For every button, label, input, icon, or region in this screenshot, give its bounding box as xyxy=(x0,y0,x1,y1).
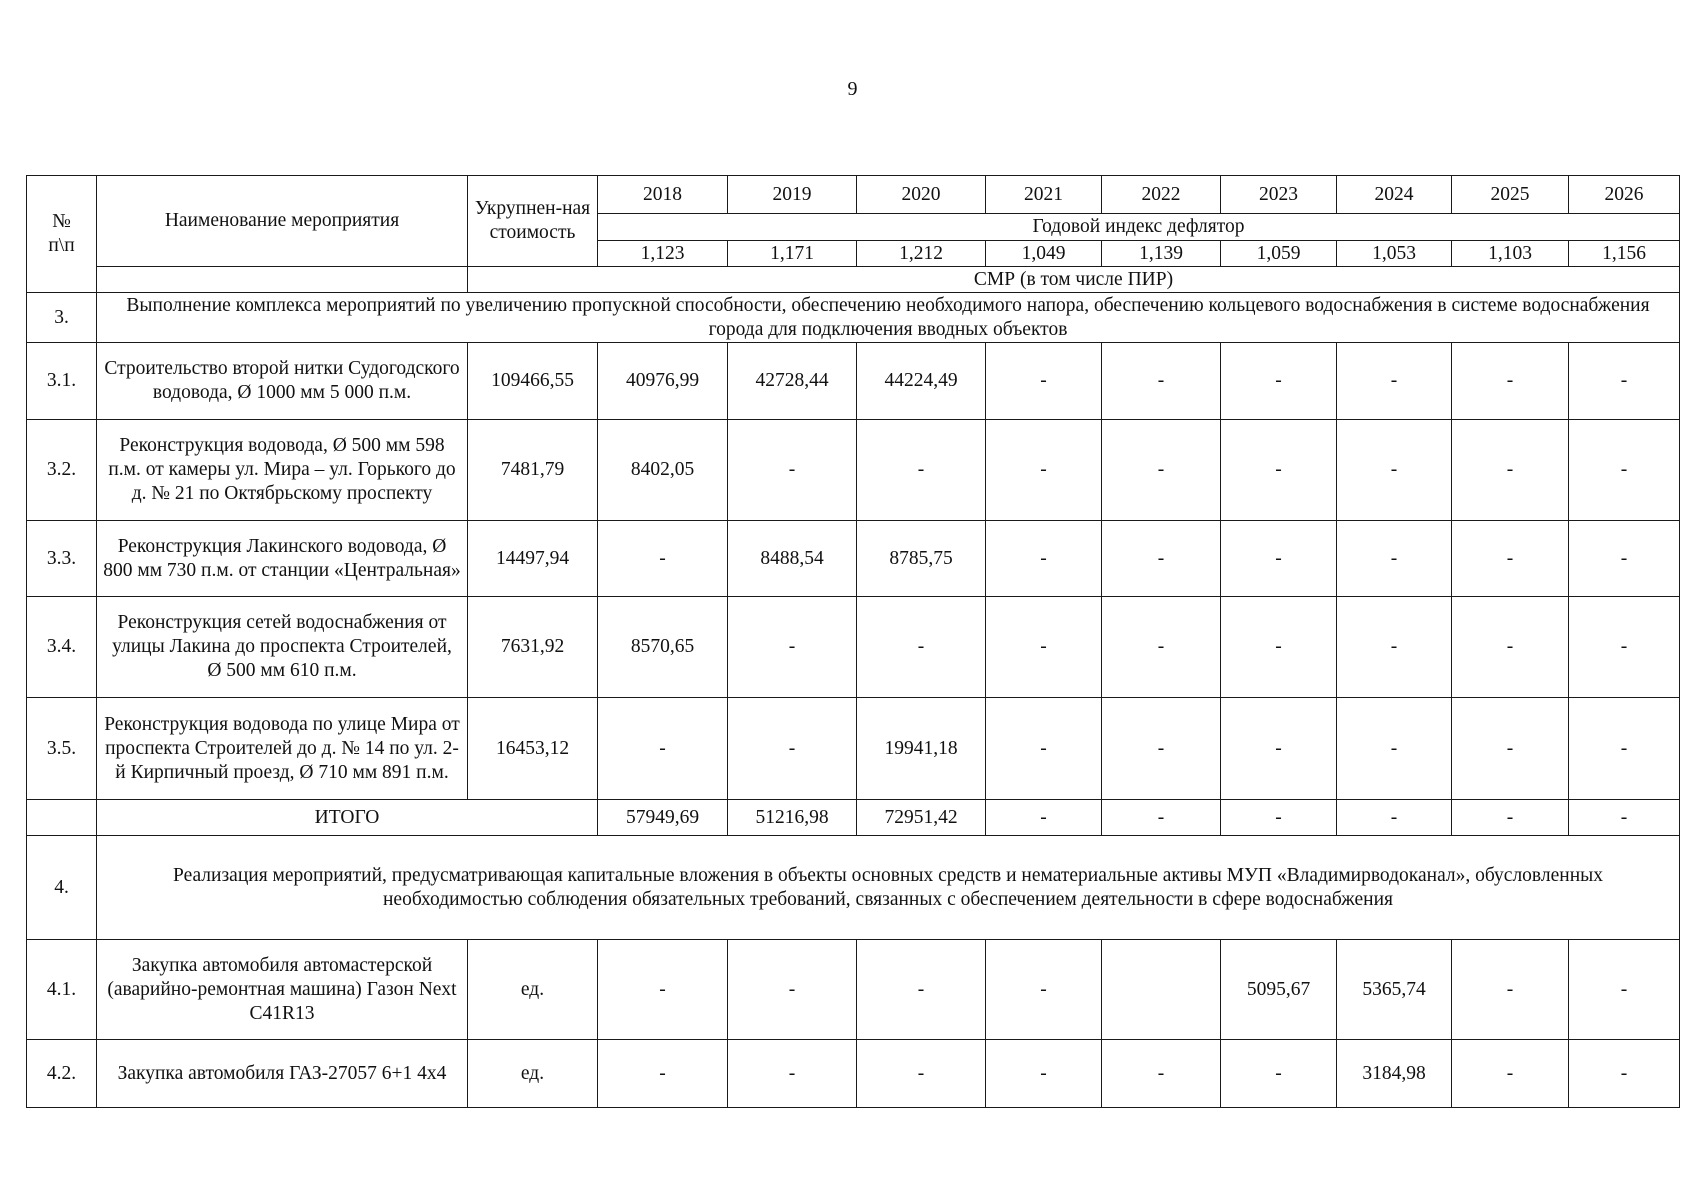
value-cell: - xyxy=(1452,420,1569,521)
value-cell: - xyxy=(1569,420,1680,521)
value-cell: - xyxy=(1221,597,1337,698)
value-cell: - xyxy=(598,940,728,1040)
section-title: Выполнение комплекса мероприятий по увеличению пропускной способности, обеспечению необходимого напора, обеспечению кольцевого водоснабжения в системе водоснабжения города для подключения вводных объектов xyxy=(97,293,1680,343)
row-name: Реконструкция водовода, Ø 500 мм 598 п.м. от камеры ул. Мира – ул. Горького до д. № 21 по Октябрьскому проспекту xyxy=(97,420,468,521)
value-cell: - xyxy=(986,343,1102,420)
table-row xyxy=(27,521,1680,597)
row-name: Строительство второй нитки Судогодского водовода, Ø 1000 мм 5 000 п.м. xyxy=(97,343,468,420)
header-year-row xyxy=(27,176,1680,214)
value-cell: 8488,54 xyxy=(728,521,857,597)
value-cell: - xyxy=(1337,343,1452,420)
header-name: Наименование мероприятия xyxy=(97,176,468,267)
total-label: ИТОГО xyxy=(97,800,598,836)
value-cell: - xyxy=(1102,420,1221,521)
table-row xyxy=(27,597,1680,698)
value-cell xyxy=(1102,940,1221,1040)
total-row xyxy=(27,800,1680,836)
value-cell: - xyxy=(1102,698,1221,800)
year-cell: 2023 xyxy=(1221,176,1337,214)
value-cell: - xyxy=(1452,1040,1569,1108)
section-row xyxy=(27,293,1680,343)
table-row xyxy=(27,343,1680,420)
value-cell: 44224,49 xyxy=(857,343,986,420)
deflator-cell: 1,139 xyxy=(1102,241,1221,267)
value-cell: - xyxy=(1221,1040,1337,1108)
value-cell: - xyxy=(857,1040,986,1108)
value-cell: - xyxy=(857,940,986,1040)
year-cell: 2021 xyxy=(986,176,1102,214)
value-cell: - xyxy=(1102,343,1221,420)
deflator-cell: 1,123 xyxy=(598,241,728,267)
value-cell: 8402,05 xyxy=(598,420,728,521)
value-cell: - xyxy=(857,597,986,698)
value-cell: - xyxy=(1569,940,1680,1040)
year-cell: 2022 xyxy=(1102,176,1221,214)
year-cell: 2019 xyxy=(728,176,857,214)
value-cell: - xyxy=(857,420,986,521)
row-cost: 7631,92 xyxy=(468,597,598,698)
table-row xyxy=(27,698,1680,800)
deflator-cell: 1,103 xyxy=(1452,241,1569,267)
table-row xyxy=(27,420,1680,521)
value-cell: - xyxy=(1337,597,1452,698)
value-cell: - xyxy=(1569,343,1680,420)
row-num: 4.1. xyxy=(27,940,97,1040)
total-cell: - xyxy=(1221,800,1337,836)
year-cell: 2026 xyxy=(1569,176,1680,214)
total-cell: 51216,98 xyxy=(728,800,857,836)
value-cell: - xyxy=(986,521,1102,597)
row-cost: 7481,79 xyxy=(468,420,598,521)
investment-table xyxy=(26,175,1680,1108)
value-cell: - xyxy=(986,940,1102,1040)
total-num-blank xyxy=(27,800,97,836)
value-cell: - xyxy=(1102,597,1221,698)
value-cell: - xyxy=(986,698,1102,800)
section-num: 4. xyxy=(27,836,97,940)
deflator-cell: 1,049 xyxy=(986,241,1102,267)
row-num: 3.5. xyxy=(27,698,97,800)
row-cost: 109466,55 xyxy=(468,343,598,420)
deflator-cell: 1,053 xyxy=(1337,241,1452,267)
table-row xyxy=(27,940,1680,1040)
value-cell: - xyxy=(598,1040,728,1108)
year-cell: 2024 xyxy=(1337,176,1452,214)
row-num: 4.2. xyxy=(27,1040,97,1108)
value-cell: 8785,75 xyxy=(857,521,986,597)
total-cell: - xyxy=(1102,800,1221,836)
value-cell: - xyxy=(1102,521,1221,597)
value-cell: 5365,74 xyxy=(1337,940,1452,1040)
value-cell: - xyxy=(1337,420,1452,521)
value-cell: - xyxy=(1569,1040,1680,1108)
value-cell: 40976,99 xyxy=(598,343,728,420)
total-cell: 72951,42 xyxy=(857,800,986,836)
header-smr-row xyxy=(27,267,1680,293)
row-cost: ед. xyxy=(468,940,598,1040)
deflator-label: Годовой индекс дефлятор xyxy=(598,214,1680,241)
header-num: № п\п xyxy=(27,176,97,293)
row-name: Закупка автомобиля ГАЗ-27057 6+1 4x4 xyxy=(97,1040,468,1108)
header-blank-name xyxy=(97,267,468,293)
deflator-cell: 1,156 xyxy=(1569,241,1680,267)
value-cell: - xyxy=(1452,698,1569,800)
value-cell: 42728,44 xyxy=(728,343,857,420)
value-cell: - xyxy=(728,698,857,800)
section-row xyxy=(27,836,1680,940)
value-cell: - xyxy=(728,420,857,521)
row-name: Реконструкция Лакинского водовода, Ø 800 мм 730 п.м. от станции «Центральная» xyxy=(97,521,468,597)
value-cell: - xyxy=(1452,597,1569,698)
value-cell: 8570,65 xyxy=(598,597,728,698)
value-cell: - xyxy=(1337,698,1452,800)
value-cell: - xyxy=(598,698,728,800)
value-cell: - xyxy=(728,597,857,698)
value-cell: - xyxy=(1452,343,1569,420)
row-cost: 16453,12 xyxy=(468,698,598,800)
value-cell: - xyxy=(1337,521,1452,597)
deflator-cell: 1,171 xyxy=(728,241,857,267)
value-cell: 3184,98 xyxy=(1337,1040,1452,1108)
value-cell: 19941,18 xyxy=(857,698,986,800)
total-cell: - xyxy=(1337,800,1452,836)
row-name: Реконструкция водовода по улице Мира от проспекта Строителей до д. № 14 по ул. 2-й Кирпичный проезд, Ø 710 мм 891 п.м. xyxy=(97,698,468,800)
value-cell: - xyxy=(986,420,1102,521)
value-cell: - xyxy=(1221,698,1337,800)
table-row xyxy=(27,1040,1680,1108)
year-cell: 2018 xyxy=(598,176,728,214)
year-cell: 2025 xyxy=(1452,176,1569,214)
value-cell: - xyxy=(1221,521,1337,597)
header-cost: Укрупнен-ная стоимость xyxy=(468,176,598,267)
total-cell: - xyxy=(986,800,1102,836)
value-cell: - xyxy=(728,940,857,1040)
value-cell: - xyxy=(1221,420,1337,521)
deflator-cell: 1,059 xyxy=(1221,241,1337,267)
value-cell: - xyxy=(728,1040,857,1108)
row-num: 3.1. xyxy=(27,343,97,420)
row-num: 3.2. xyxy=(27,420,97,521)
value-cell: - xyxy=(1452,521,1569,597)
value-cell: - xyxy=(1569,698,1680,800)
section-title: Реализация мероприятий, предусматривающая капитальные вложения в объекты основных средств и нематериальные активы МУП «Владимирводоканал», обусловленных необходимостью соблюдения обязательных требований, связанных с обеспечением деятельности в сфере водоснабжения xyxy=(97,836,1680,940)
total-cell: 57949,69 xyxy=(598,800,728,836)
row-num: 3.4. xyxy=(27,597,97,698)
row-num: 3.3. xyxy=(27,521,97,597)
total-cell: - xyxy=(1569,800,1680,836)
total-cell: - xyxy=(1452,800,1569,836)
value-cell: - xyxy=(986,1040,1102,1108)
value-cell: - xyxy=(1221,343,1337,420)
row-name: Реконструкция сетей водоснабжения от улицы Лакина до проспекта Строителей, Ø 500 мм 610 п.м. xyxy=(97,597,468,698)
value-cell: - xyxy=(986,597,1102,698)
row-cost: 14497,94 xyxy=(468,521,598,597)
value-cell: - xyxy=(1102,1040,1221,1108)
value-cell: - xyxy=(598,521,728,597)
page-number: 9 xyxy=(847,78,858,100)
section-num: 3. xyxy=(27,293,97,343)
value-cell: - xyxy=(1452,940,1569,1040)
row-cost: ед. xyxy=(468,1040,598,1108)
value-cell: - xyxy=(1569,597,1680,698)
smr-label: СМР (в том числе ПИР) xyxy=(468,267,1680,293)
deflator-cell: 1,212 xyxy=(857,241,986,267)
row-name: Закупка автомобиля автомастерской (аварийно-ремонтная машина) Газон Next C41R13 xyxy=(97,940,468,1040)
year-cell: 2020 xyxy=(857,176,986,214)
value-cell: - xyxy=(1569,521,1680,597)
value-cell: 5095,67 xyxy=(1221,940,1337,1040)
